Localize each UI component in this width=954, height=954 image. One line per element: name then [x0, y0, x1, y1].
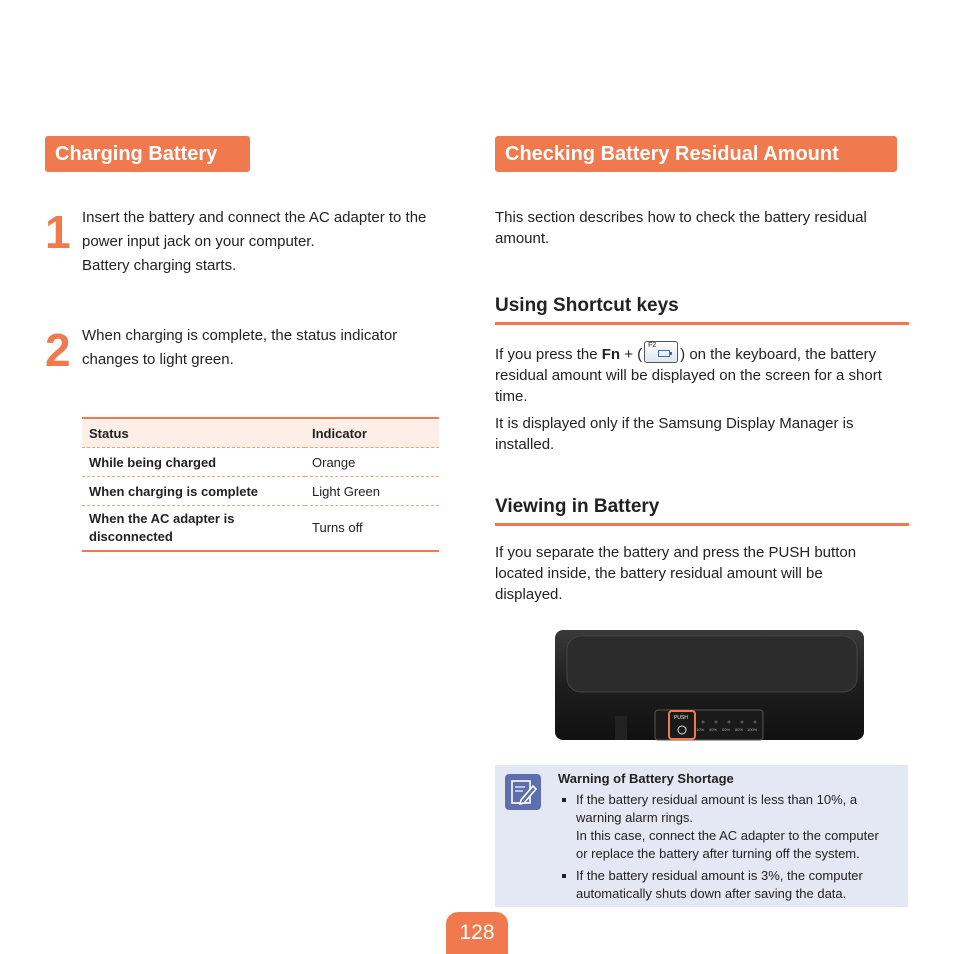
table-row: [82, 477, 439, 506]
fn-key-label: Fn: [601, 346, 621, 363]
subheading-shortcut-keys: Using Shortcut keys: [495, 294, 909, 325]
pencil-note-icon: [505, 774, 541, 810]
cell-status: When the AC adapter is disconnected: [82, 506, 305, 552]
cell-status: When charging is complete: [82, 477, 305, 506]
cell-status: While being charged: [82, 448, 305, 477]
f2-battery-key-icon: F2: [644, 341, 678, 363]
column-header-indicator: Indicator: [305, 419, 439, 448]
list-item: If the battery residual amount is less than 10%, a warning alarm rings. In this case, connect the AC adapter to the computer or replace the battery after turning off the system.: [558, 791, 903, 863]
list-item: If the battery residual amount is 3%, the computer automatically shuts down after saving the data.: [558, 867, 903, 903]
level-label: 10%: [696, 727, 705, 732]
step-number-2: 2: [45, 324, 71, 376]
level-label: 40%: [709, 727, 718, 732]
section-title-charging-battery: Charging Battery: [45, 136, 250, 172]
step-1-text: Insert the battery and connect the AC adapter to the power input jack on your computer. Battery charging starts.: [82, 209, 427, 274]
warning-note-box: [495, 765, 908, 907]
battery-image: [555, 628, 864, 742]
subheading-viewing-in-battery: Viewing in Battery: [495, 495, 909, 526]
push-label: PUSH: [674, 715, 688, 721]
shortcut-text: If you press the Fn + ( F2 ) on the keyboard, the battery residual amount will be displayed on the screen for a short time.: [495, 342, 882, 405]
shortcut-note-text: It is displayed only if the Samsung Display Manager is installed.: [495, 415, 854, 453]
status-table-wrapper: [82, 417, 439, 552]
level-label: 80%: [735, 727, 744, 732]
cell-indicator: Turns off: [305, 506, 439, 552]
column-header-status: Status: [82, 419, 305, 448]
page-number: 128: [446, 912, 508, 954]
level-label: 100%: [747, 727, 758, 732]
warning-list: [558, 791, 903, 907]
intro-text: This section describes how to check the battery residual amount.: [495, 209, 867, 247]
cell-indicator: Orange: [305, 448, 439, 477]
step-number-1: 1: [45, 206, 71, 258]
section-title-checking-battery: Checking Battery Residual Amount: [495, 136, 897, 172]
level-label: 60%: [722, 727, 731, 732]
status-indicator-table: [82, 419, 439, 552]
cell-indicator: Light Green: [305, 477, 439, 506]
battery-illustration: [555, 628, 864, 742]
table-row: [82, 506, 439, 552]
warning-title: Warning of Battery Shortage: [558, 771, 734, 786]
table-header-row: [82, 419, 439, 448]
step-2-text: When charging is complete, the status indicator changes to light green.: [82, 327, 398, 368]
table-row: [82, 448, 439, 477]
viewing-text: If you separate the battery and press the PUSH button located inside, the battery residual amount will be displayed.: [495, 544, 857, 603]
